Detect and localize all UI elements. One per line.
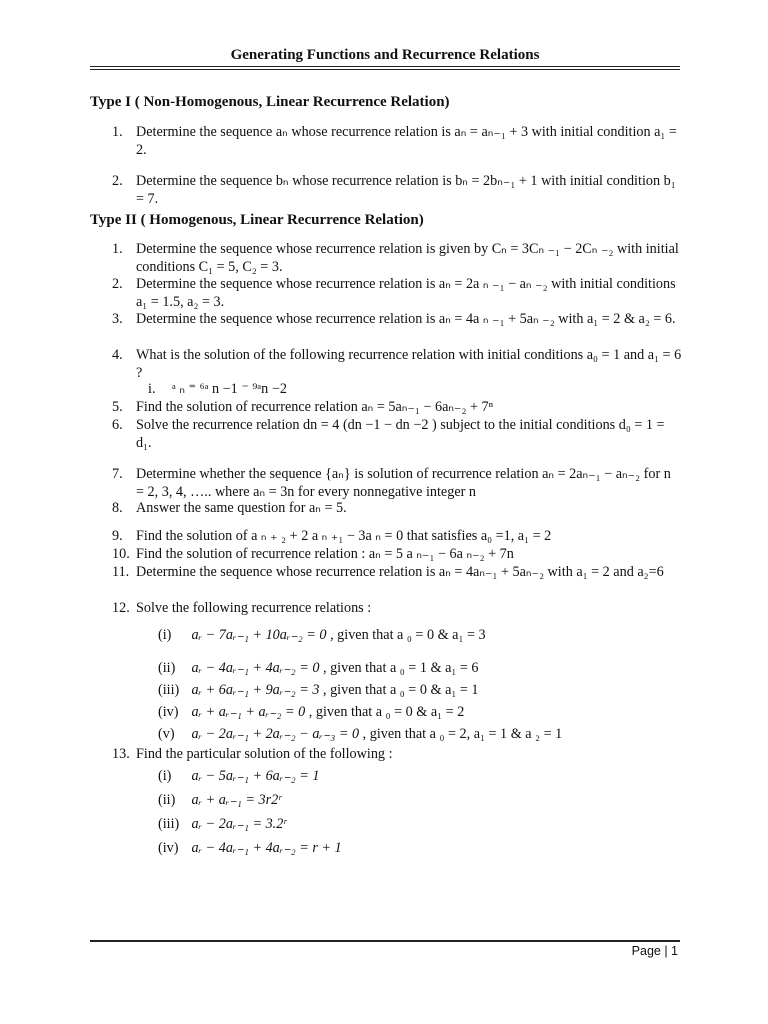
item-text: Determine the sequence whose recurrence relation is aₙ = 4aₙ₋₁ + 5aₙ₋₂ with a₁ = 2 and a₂=6 [136,564,664,580]
type2-item-13 [112,746,682,764]
equation: aᵣ − 2aᵣ₋₁ = 3.2ʳ [191,816,287,832]
equation: aᵣ − 2aᵣ₋₁ + 2aᵣ₋₂ − aᵣ₋₃ = 0 [191,726,360,742]
q12-part-iii [158,682,479,699]
part-label: (i) [158,627,172,643]
equation: aᵣ − 4aᵣ₋₁ + 4aᵣ₋₂ = 0 [191,660,320,676]
part-label: (iv) [158,840,179,856]
item-text: ᵃ ₙ ⁼ ⁶ᵃ n −1 ⁻ ⁹ᵃn −2 [172,381,287,397]
condition: , given that a ₀ = 0 & a₁ = 3 [330,627,486,643]
type2-item-9 [112,528,682,546]
type2-item-4-subpart [148,381,648,399]
type2-item-6 [112,417,682,452]
q13-part-i [158,768,319,785]
item-number: 7. [112,466,123,482]
page-number: Page | 1 [631,944,678,958]
type2-item-4 [112,347,682,382]
q12-part-iv [158,704,464,721]
item-number: i. [148,381,156,397]
item-number: 1. [112,124,123,140]
item-text: Find the particular solution of the following : [136,746,393,762]
part-label: (v) [158,726,175,742]
condition: , given that a ₀ = 2, a₁ = 1 & a ₂ = 1 [362,726,563,742]
item-number: 2. [112,276,123,292]
condition: , given that a ₀ = 1 & a₁ = 6 [322,660,479,676]
item-text: Find the solution of recurrence relation aₙ = 5aₙ₋₁ − 6aₙ₋₂ + 7ⁿ [136,399,494,415]
q12-part-i [158,627,486,644]
type2-item-1 [112,241,682,276]
q12-part-v [158,726,562,743]
equation: aᵣ + 6aᵣ₋₁ + 9aᵣ₋₂ = 3 [191,682,320,698]
header-divider [90,66,680,70]
item-number: 2. [112,173,123,189]
item-text: What is the solution of the following recurrence relation with initial conditions a₀ = 1 and a₁ = 6 ? [136,347,682,381]
item-number: 11. [112,564,130,580]
part-label: (i) [158,768,172,784]
part-label: (ii) [158,792,176,808]
item-number: 3. [112,311,123,327]
type2-item-5 [112,399,682,417]
q13-part-iv [158,840,342,857]
type2-item-8 [112,500,682,518]
equation: aᵣ − 7aᵣ₋₁ + 10aᵣ₋₂ = 0 [191,627,327,643]
item-text: Determine whether the sequence {aₙ} is solution of recurrence relation aₙ = 2aₙ₋₁ − aₙ₋₂ for n = 2, 3, 4, ….. where aₙ = 3n for every nonnegative integer n [136,466,671,500]
part-label: (ii) [158,660,176,676]
equation: aᵣ + aᵣ₋₁ + aᵣ₋₂ = 0 [191,704,306,720]
item-text: Determine the sequence whose recurrence relation is aₙ = 2a ₙ ₋₁ − aₙ ₋₂ with initial conditions a₁ = 1.5, a₂ = 3. [136,276,676,310]
item-number: 12. [112,600,130,616]
type1-item-1 [112,124,682,159]
item-number: 4. [112,347,123,363]
equation: aᵣ − 4aᵣ₋₁ + 4aᵣ₋₂ = r + 1 [191,840,342,856]
item-number: 10. [112,546,130,562]
type2-item-2 [112,276,682,311]
item-text: Answer the same question for aₙ = 5. [136,500,347,516]
type2-item-7 [112,466,682,501]
item-number: 1. [112,241,123,257]
part-label: (iii) [158,816,180,832]
section-type-1-heading: Type I ( Non-Homogenous, Linear Recurrence Relation) [90,94,450,110]
type2-item-12 [112,600,682,618]
item-text: Determine the sequence aₙ whose recurrence relation is aₙ = aₙ₋₁ + 3 with initial condition a₁ = 2. [136,124,677,158]
page-title: Generating Functions and Recurrence Relations [230,47,540,63]
item-number: 9. [112,528,123,544]
item-number: 8. [112,500,123,516]
type2-item-11 [112,564,682,582]
item-text: Determine the sequence whose recurrence relation is aₙ = 4a ₙ ₋₁ + 5aₙ ₋₂ with a₁ = 2 & a₂ = 6. [136,311,676,327]
item-text: Determine the sequence bₙ whose recurrence relation is bₙ = 2bₙ₋₁ + 1 with initial condition b₁ = 7. [136,173,676,207]
q12-part-ii [158,660,479,677]
part-label: (iv) [158,704,179,720]
item-number: 6. [112,417,123,433]
item-text: Determine the sequence whose recurrence relation is given by Cₙ = 3Cₙ ₋₁ − 2Cₙ ₋₂ with initial conditions C₁ = 5, C₂ = 3. [136,241,679,275]
type2-item-3 [112,311,682,329]
item-number: 5. [112,399,123,415]
item-text: Find the solution of a ₙ ₊ ₂ + 2 a ₙ ₊₁ − 3a ₙ = 0 that satisfies a₀ =1, a₁ = 2 [136,528,552,544]
equation: aᵣ + aᵣ₋₁ = 3r2ʳ [191,792,282,808]
item-text: Solve the recurrence relation dn = 4 (dn −1 − dn −2 ) subject to the initial conditions d₀ = 1 = d₁. [136,417,665,451]
condition: , given that a ₀ = 0 & a₁ = 2 [308,704,465,720]
q13-part-iii [158,816,286,833]
item-number: 13. [112,746,130,762]
equation: aᵣ − 5aᵣ₋₁ + 6aᵣ₋₂ = 1 [191,768,320,784]
condition: , given that a ₀ = 0 & a₁ = 1 [322,682,479,698]
item-text: Find the solution of recurrence relation : aₙ = 5 a ₙ₋₁ − 6a ₙ₋₂ + 7n [136,546,514,562]
section-type-2-heading: Type II ( Homogenous, Linear Recurrence Relation) [90,212,424,228]
type1-item-2 [112,173,682,208]
footer-divider [90,940,680,942]
part-label: (iii) [158,682,180,698]
type2-item-10 [112,546,682,564]
item-text: Solve the following recurrence relations : [136,600,372,616]
q13-part-ii [158,792,281,809]
